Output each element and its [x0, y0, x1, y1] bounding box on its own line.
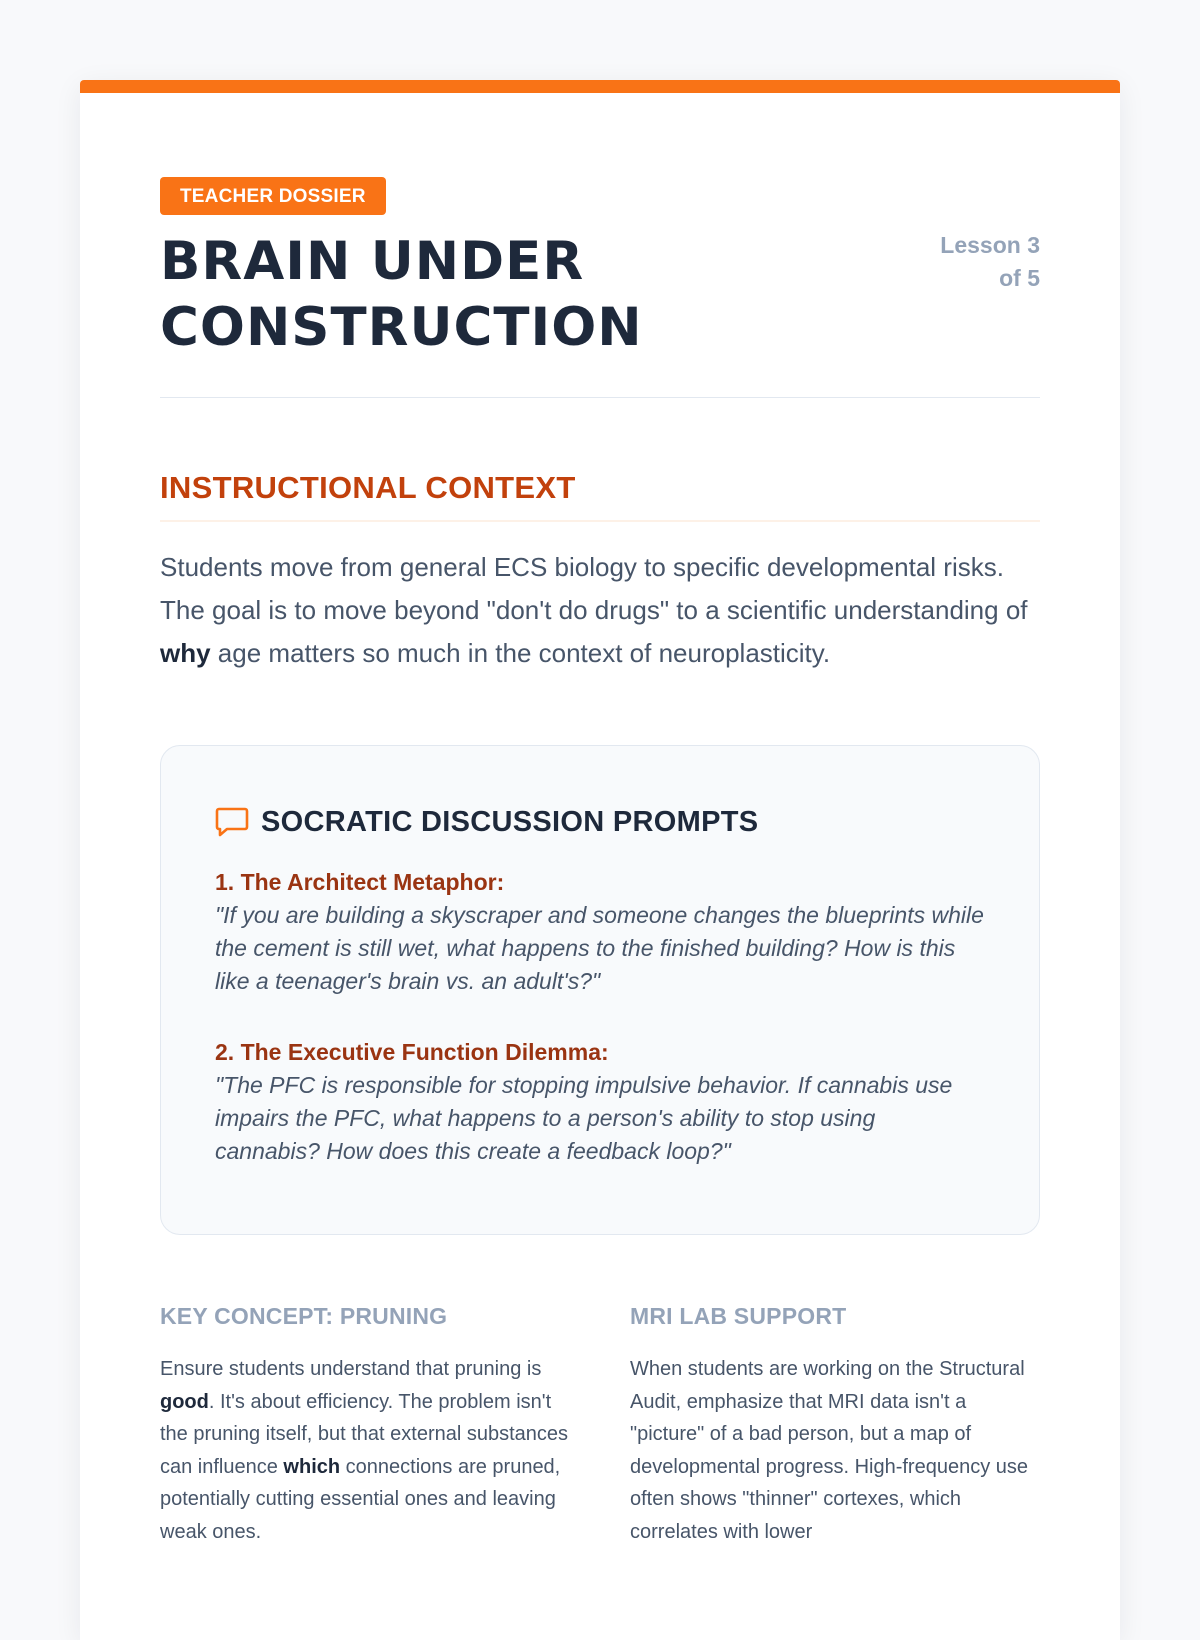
teacher-dossier-badge: TEACHER DOSSIER	[160, 177, 386, 215]
page-title	[160, 229, 780, 361]
instructional-context-text	[160, 546, 1040, 675]
key-concept-column	[160, 1301, 570, 1548]
key-concept-emphasis-which: which	[283, 1455, 341, 1478]
mri-support-heading: MRI LAB SUPPORT	[630, 1303, 847, 1329]
page-title-line-2: CONSTRUCTION	[160, 297, 643, 358]
prompt-quote: "If you are building a skyscraper and someone changes the blueprints while the cement is still wet, what happens to the finished building? How is this like a teenager's brain vs. an adult's?"	[215, 902, 984, 994]
key-concept-text-part-1: Ensure students understand that pruning is	[160, 1358, 542, 1380]
prompt-title: 2. The Executive Function Dilemma:	[215, 1039, 609, 1065]
context-text-part-1: Students move from general ECS biology to specific developmental risks. The goal is to move beyond "don't do drugs" to a scientific understanding of	[160, 552, 1028, 625]
socratic-prompts-heading: SOCRATIC DISCUSSION PROMPTS	[261, 805, 759, 838]
lesson-number: Lesson 3	[940, 232, 1040, 258]
accent-bar	[80, 80, 1120, 93]
lesson-indicator	[890, 229, 1040, 295]
page-title-line-1: BRAIN UNDER	[160, 231, 585, 292]
key-concept-text	[160, 1353, 570, 1548]
prompt-quote: "The PFC is responsible for stopping impulsive behavior. If cannabis use impairs the PFC, what happens to a person's ability to stop using cannabis? How does this create a feedback loop?"	[215, 1072, 953, 1164]
socratic-prompts-card	[160, 745, 1040, 1235]
context-emphasis: why	[160, 638, 211, 668]
key-concept-heading: KEY CONCEPT: PRUNING	[160, 1303, 448, 1329]
dossier-page	[80, 80, 1120, 1640]
header-row	[160, 229, 1040, 358]
dossier-content	[160, 177, 1040, 1548]
prompt-item	[215, 1036, 985, 1168]
prompt-title: 1. The Architect Metaphor:	[215, 869, 505, 895]
instructional-context-heading: INSTRUCTIONAL CONTEXT	[160, 468, 1040, 522]
header-divider	[160, 397, 1040, 398]
key-concept-text-part-3: connections are pruned, potentially cutting essential ones and leaving weak ones.	[160, 1455, 561, 1543]
lesson-total: of 5	[999, 265, 1040, 291]
key-concept-text-part-2: . It's about efficiency. The problem isn't the pruning itself, but that external substances can influence	[160, 1390, 569, 1478]
socratic-prompts-header	[215, 802, 985, 842]
chat-bubble-icon	[215, 806, 249, 838]
prompt-item	[215, 866, 985, 998]
mri-support-column	[630, 1301, 1040, 1548]
support-columns	[160, 1301, 1040, 1548]
context-text-part-2: age matters so much in the context of neuroplasticity.	[210, 638, 831, 668]
key-concept-emphasis-good: good	[160, 1390, 209, 1413]
mri-support-text: When students are working on the Structural Audit, emphasize that MRI data isn't a "picture" of a bad person, but a map of developmental progress. High-frequency use often shows "thinner" cortexes, which correlates with lower	[630, 1358, 1028, 1543]
